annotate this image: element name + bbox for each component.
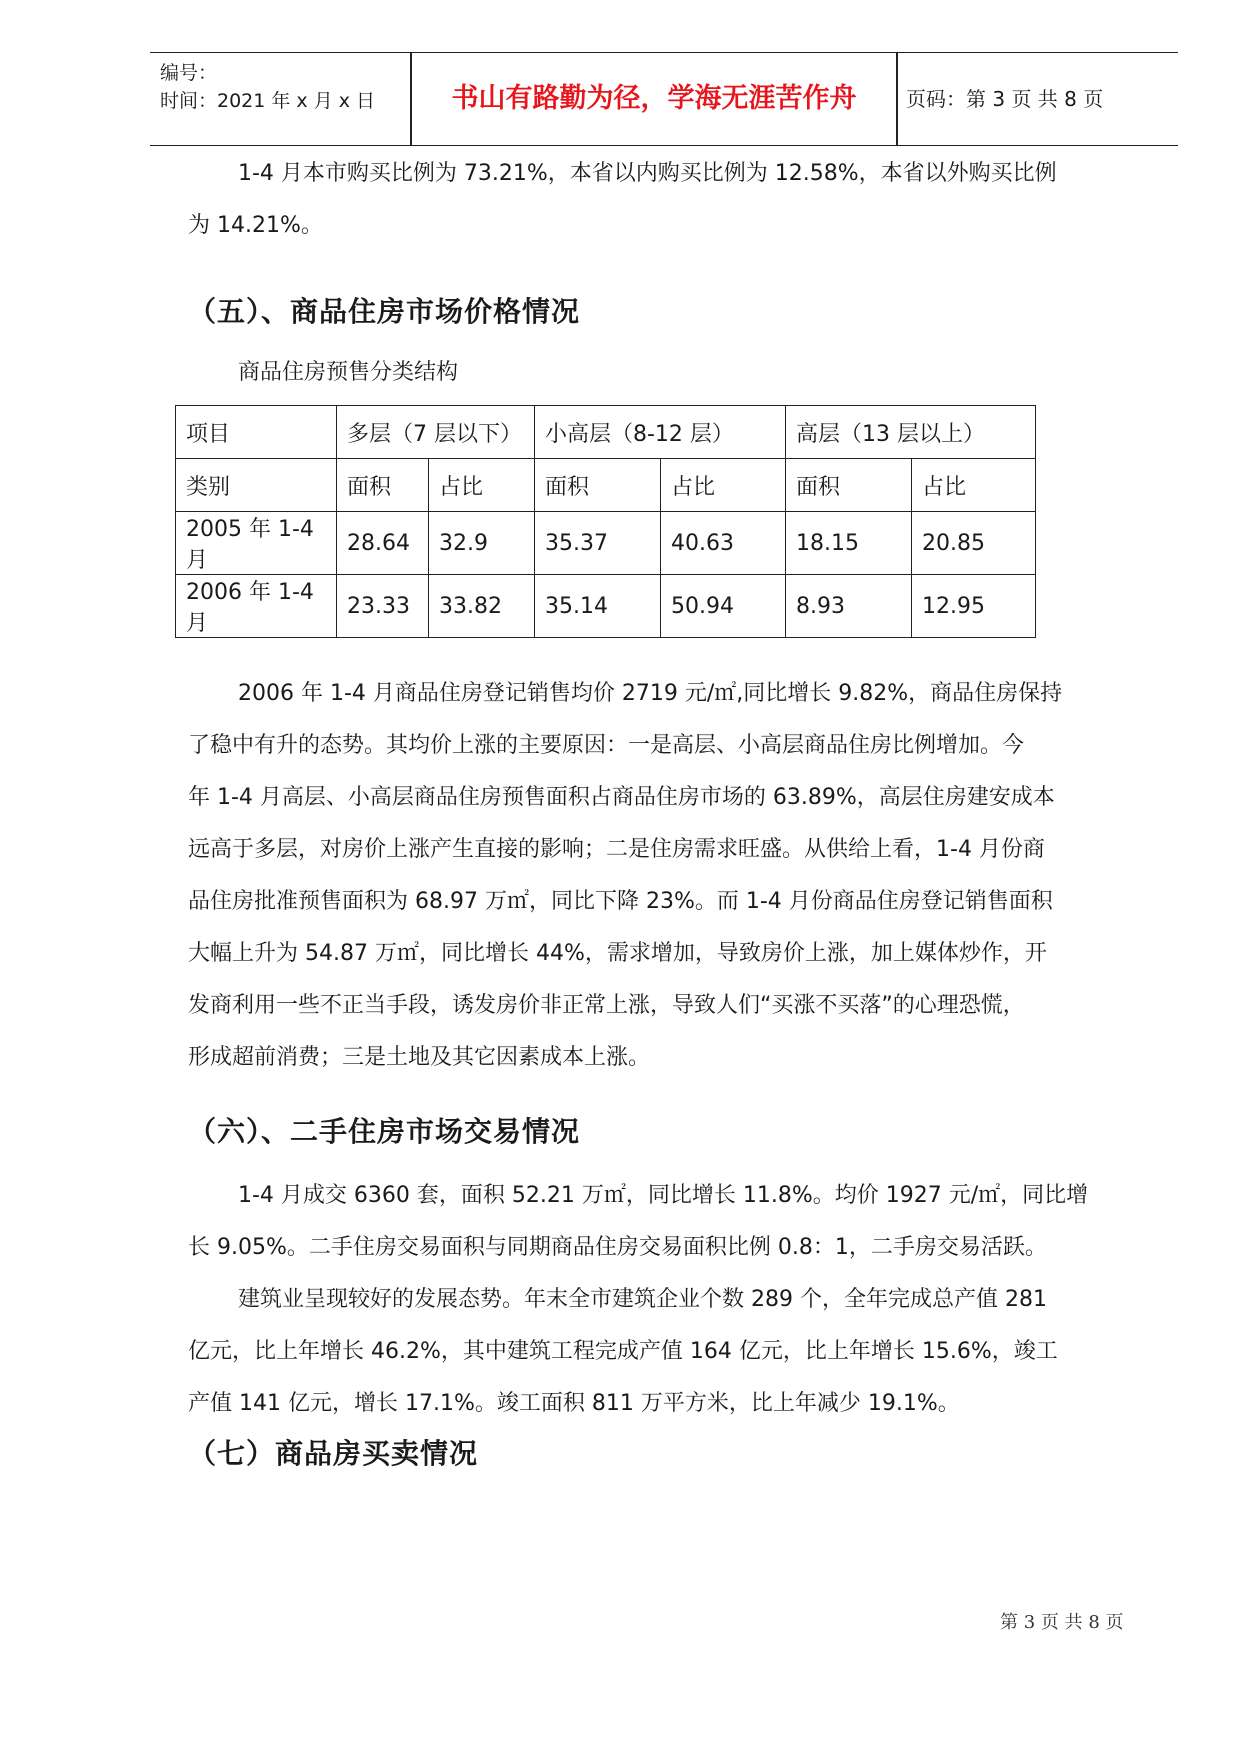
intro-line: 1-4 月本市购买比例为 73.21%，本省以内购买比例为 12.58%，本省以外购买比例 <box>238 161 1057 186</box>
price-analysis-paragraph <box>188 668 1148 1084</box>
table-cell: 面积 <box>535 459 661 512</box>
serial-label: 编号： <box>160 62 218 84</box>
section-heading: （七）商品房买卖情况 <box>188 1437 479 1470</box>
table-cell: 28.64 <box>337 512 429 575</box>
table-cell: 50.94 <box>661 575 786 638</box>
paragraph-line: 远高于多层，对房价上涨产生直接的影响；二是住房需求旺盛。从供给上看，1-4 月份商 <box>188 837 1045 862</box>
paragraph-line: 品住房批准预售面积为 68.97 万㎡，同比下降 23%。而 1-4 月份商品住房登记销售面积 <box>188 889 1053 914</box>
intro-paragraph <box>188 148 1148 252</box>
paragraph-line: 形成超前消费；三是土地及其它因素成本上涨。 <box>188 1045 651 1070</box>
header-divider <box>896 53 898 145</box>
table-cell: 面积 <box>786 459 912 512</box>
time-label: 时间：2021 年 x 月 x 日 <box>160 90 376 112</box>
paragraph-line: 建筑业呈现较好的发展态势。年末全市建筑企业个数 289 个，全年完成总产值 281 <box>238 1287 1047 1312</box>
paragraph-line: 发商利用一些不正当手段，诱发房价非正常上涨，导致人们“买涨不买落”的心理恐慌， <box>188 993 1025 1018</box>
table-cell: 高层（13 层以上） <box>786 406 1036 459</box>
intro-line: 为 14.21%。 <box>188 213 323 238</box>
table-cell: 占比 <box>661 459 786 512</box>
table-cell: 23.33 <box>337 575 429 638</box>
table-cell: 35.37 <box>535 512 661 575</box>
paragraph-line: 产值 141 亿元，增长 17.1%。竣工面积 811 万平方米，比上年减少 19.1%。 <box>188 1391 960 1416</box>
table-cell: 40.63 <box>661 512 786 575</box>
table-cell: 33.82 <box>429 575 535 638</box>
paragraph-line: 长 9.05%。二手住房交易面积与同期商品住房交易面积比例 0.8：1，二手房交易活跃。 <box>188 1235 1047 1260</box>
table-cell: 占比 <box>429 459 535 512</box>
table-cell: 8.93 <box>786 575 912 638</box>
paragraph-line: 了稳中有升的态势。其均价上涨的主要原因：一是高层、小高层商品住房比例增加。今 <box>188 733 1025 758</box>
table-cell: 2005 年 1-4 月 <box>176 512 337 575</box>
table-row <box>176 512 1036 575</box>
presale-structure-table <box>175 405 1036 638</box>
table-cell: 小高层（8-12 层） <box>535 406 786 459</box>
table-cell: 项目 <box>176 406 337 459</box>
table-cell: 类别 <box>176 459 337 512</box>
table-cell: 2006 年 1-4 月 <box>176 575 337 638</box>
paragraph-line: 2006 年 1-4 月商品住房登记销售均价 2719 元/㎡,同比增长 9.82%，商品住房保持 <box>238 681 1063 706</box>
paragraph-line: 1-4 月成交 6360 套，面积 52.21 万㎡，同比增长 11.8%。均价 1927 元/㎡，同比增 <box>238 1183 1089 1208</box>
section-heading: （六）、二手住房市场交易情况 <box>188 1115 581 1148</box>
page-footer: 第 3 页 共 8 页 <box>1000 1612 1124 1633</box>
table-cell: 20.85 <box>912 512 1036 575</box>
header-page-info: 页码：第 3 页 共 8 页 <box>906 87 1104 111</box>
secondhand-paragraph <box>188 1170 1148 1430</box>
table-cell: 18.15 <box>786 512 912 575</box>
table-cell: 占比 <box>912 459 1036 512</box>
table-cell: 32.9 <box>429 512 535 575</box>
table-header-row <box>176 406 1036 459</box>
table-cell: 面积 <box>337 459 429 512</box>
paragraph-line: 大幅上升为 54.87 万㎡，同比增长 44%，需求增加，导致房价上涨，加上媒体炒作，开 <box>188 941 1047 966</box>
table-cell: 35.14 <box>535 575 661 638</box>
section-heading: （五）、商品住房市场价格情况 <box>188 295 581 328</box>
table-caption: 商品住房预售分类结构 <box>238 360 459 385</box>
table-cell: 12.95 <box>912 575 1036 638</box>
page-header <box>150 52 1178 146</box>
table-cell: 多层（7 层以下） <box>337 406 535 459</box>
header-motto: 书山有路勤为径，学海无涯苦作舟 <box>451 83 857 114</box>
paragraph-line: 亿元，比上年增长 46.2%，其中建筑工程完成产值 164 亿元，比上年增长 15.6%，竣工 <box>188 1339 1058 1364</box>
table-row <box>176 575 1036 638</box>
table-header-row <box>176 459 1036 512</box>
header-meta <box>160 59 410 115</box>
paragraph-line: 年 1-4 月高层、小高层商品住房预售面积占商品住房市场的 63.89%，高层住房建安成本 <box>188 785 1055 810</box>
